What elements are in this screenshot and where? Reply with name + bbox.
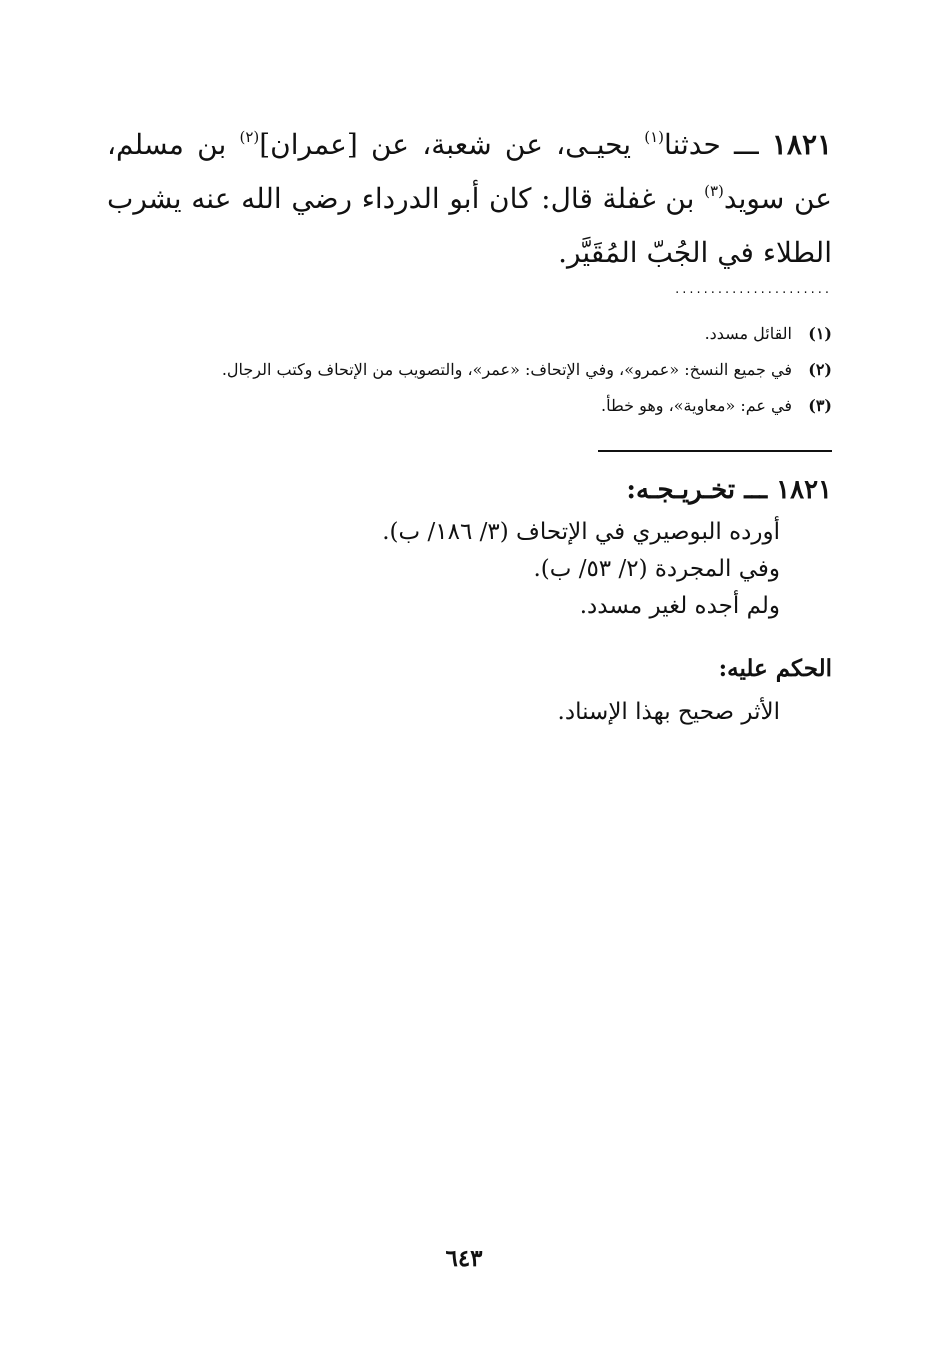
footnote-number: (٣) <box>808 396 832 415</box>
footnote-text: في جميع النسخ: «عمرو»، وفي الإتحاف: «عمر»، والتصويب من الإتحاف وكتب الرجال. <box>221 360 792 379</box>
hadith-text-part-4: بن غفلة قال: كان أبو الدرداء رضي الله عنه يشرب الطلاء في الجُبّ المُقَيَّر. <box>107 182 832 269</box>
hukm-text: الأثر صحيح بهذا الإسناد. <box>557 699 780 725</box>
hadith-text-part-1: حدثنا <box>664 128 721 161</box>
takhrij-dash: ـــ <box>744 475 768 505</box>
hadith-text-part-2: يحيـى، عن شعبة، عن [عمران] <box>259 128 632 161</box>
takhrij-heading <box>132 470 832 510</box>
footnote-separator-dots: ...................... <box>675 282 832 297</box>
footnote-number: (٢) <box>808 360 832 379</box>
footnotes <box>122 316 832 424</box>
footnote-text: القائل مسدد. <box>704 324 792 343</box>
section-divider <box>598 450 832 452</box>
takhrij-line-3: ولم أجده لغير مسدد. <box>579 593 780 619</box>
page-number: ٦٤٣ <box>445 1245 483 1272</box>
footnote-ref-2: (٢) <box>239 127 260 146</box>
takhrij-line-2: وفي المجردة (٢/ ٥٣/ ب). <box>533 556 780 582</box>
hadith-number: ١٨٢١ <box>771 128 833 161</box>
takhrij-label: تخـريـجـه: <box>626 475 736 505</box>
footnote-text: في عم: «معاوية»، وهو خطأ. <box>601 396 792 415</box>
hadith-dash: ـــ <box>734 128 759 161</box>
footnote-1 <box>122 316 832 352</box>
hukm-heading: الحكم عليه: <box>718 655 832 682</box>
footnote-2 <box>122 352 832 388</box>
footnote-ref-3: (٣) <box>704 181 724 200</box>
takhrij-number: ١٨٢١ <box>776 475 832 505</box>
takhrij-line-1: أورده البوصيري في الإتحاف (٣/ ١٨٦/ ب). <box>382 519 780 545</box>
hadith-text <box>107 118 832 280</box>
footnote-number: (١) <box>808 324 832 343</box>
hadith-text-part-3: بن مسلم، عن سويد <box>107 128 832 215</box>
footnote-3 <box>122 388 832 424</box>
takhrij-body <box>140 514 780 625</box>
footnote-ref-1: (١) <box>644 127 665 146</box>
